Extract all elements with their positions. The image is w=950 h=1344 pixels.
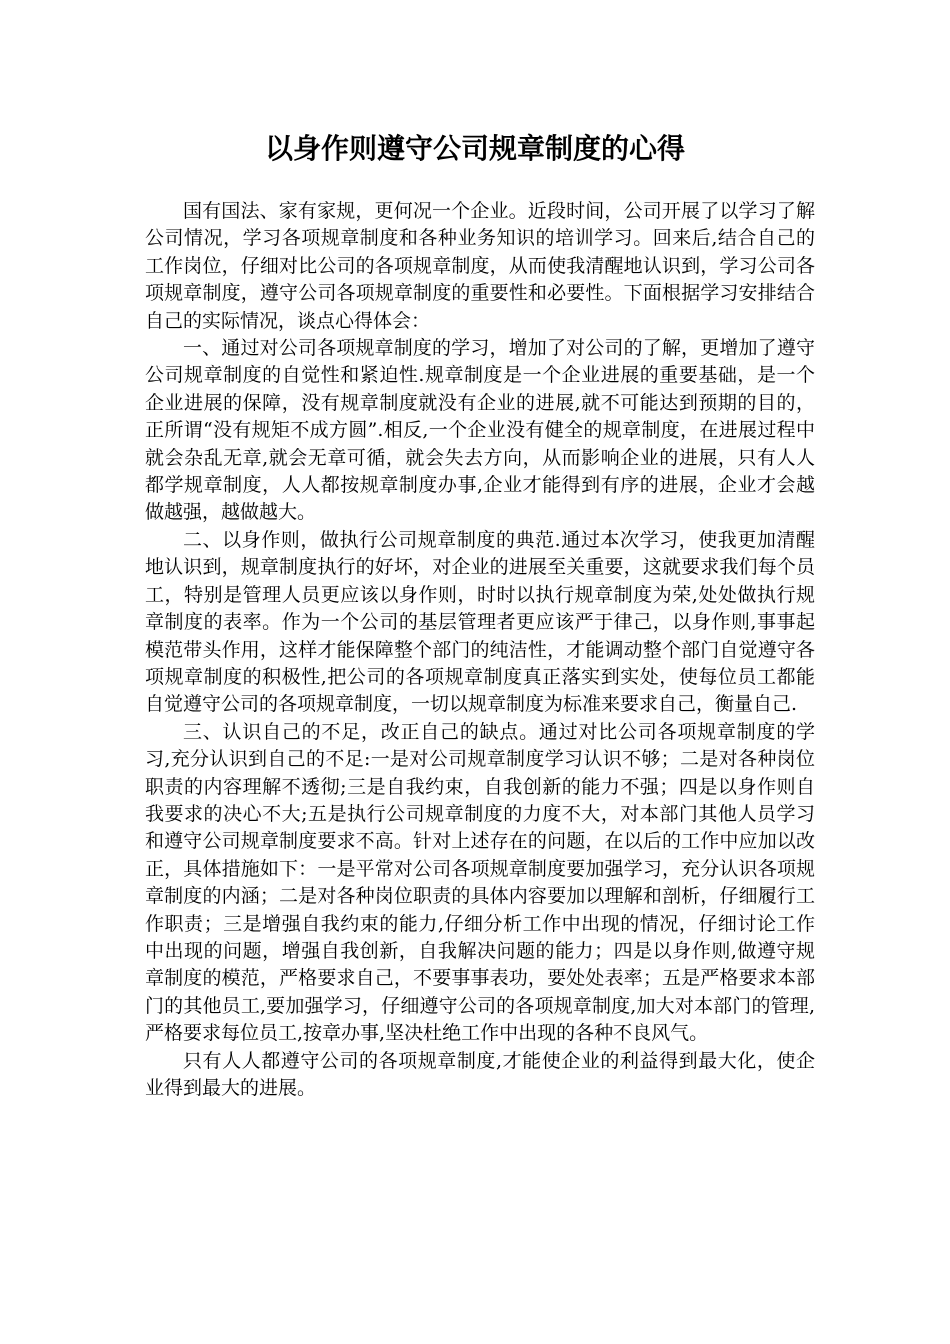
- paragraph-intro: 国有国法、家有家规，更何况一个企业。近段时间，公司开展了以学习了解公司情况，学习各项规章制度和各种业务知识的培训学习。回来后,结合自己的工作岗位，仔细对比公司的各项规章制度，从而使我清醒地认识到，学习公司各项规章制度，遵守公司各项规章制度的重要性和必要性。下面根据学习安排结合自己的实际情况，谈点心得体会：: [145, 200, 815, 332]
- paragraph-conclusion: 只有人人都遵守公司的各项规章制度,才能使企业的利益得到最大化，使企业得到最大的进展。: [145, 1049, 815, 1099]
- document-title: 以身作则遵守公司规章制度的心得: [264, 132, 685, 165]
- paragraph-point-one: 一、通过对公司各项规章制度的学习，增加了对公司的了解，更增加了遵守公司规章制度的自觉性和紧迫性.规章制度是一个企业进展的重要基础，是一个企业进展的保障，没有规章制度就没有企业的进展,就不可能达到预期的目的，正所谓“没有规矩不成方圆”.相反,一个企业没有健全的规章制度，在进展过程中就会杂乱无章,就会无章可循，就会失去方向，从而影响企业的进展，只有人人都学规章制度，人人都按规章制度办事,企业才能得到有序的进展，企业才会越做越强，越做越大。: [145, 337, 815, 524]
- paragraph-point-two: 二、以身作则，做执行公司规章制度的典范.通过本次学习，使我更加清醒地认识到，规章制度执行的好坏，对企业的进展至关重要，这就要求我们每个员工，特别是管理人员更应该以身作则，时时以执行规章制度为荣,处处做执行规章制度的表率。作为一个公司的基层管理者更应该严于律己，以身作则,事事起模范带头作用，这样才能保障整个部门的纯洁性，才能调动整个部门自觉遵守各项规章制度的积极性,把公司的各项规章制度真正落实到实处，使每位员工都能自觉遵守公司的各项规章制度，一切以规章制度为标准来要求自己，衡量自己.: [145, 528, 815, 716]
- document-body: [145, 198, 815, 1102]
- paragraph-point-three: 三、认识自己的不足，改正自己的缺点。通过对比公司各项规章制度的学习,充分认识到自己的不足:一是对公司规章制度学习认识不够；二是对各种岗位职责的内容理解不透彻;三是自我约束，自我创新的能力不强；四是以身作则自我要求的决心不大;五是执行公司规章制度的力度不大，对本部门其他人员学习和遵守公司规章制度要求不高。针对上述存在的问题，在以后的工作中应加以改正，具体措施如下：一是平常对公司各项规章制度要加强学习，充分认识各项规章制度的内涵；二是对各种岗位职责的具体内容要加以理解和剖析，仔细履行工作职责；三是增强自我约束的能力,仔细分析工作中出现的情况，仔细讨论工作中出现的问题，增强自我创新，自我解决问题的能力；四是以身作则,做遵守规章制度的模范，严格要求自己，不要事事表功，要处处表率；五是严格要求本部门的其他员工,要加强学习，仔细遵守公司的各项规章制度,加大对本部门的管理,严格要求每位员工,按章办事,坚决杜绝工作中出现的各种不良风气。: [145, 720, 815, 1045]
